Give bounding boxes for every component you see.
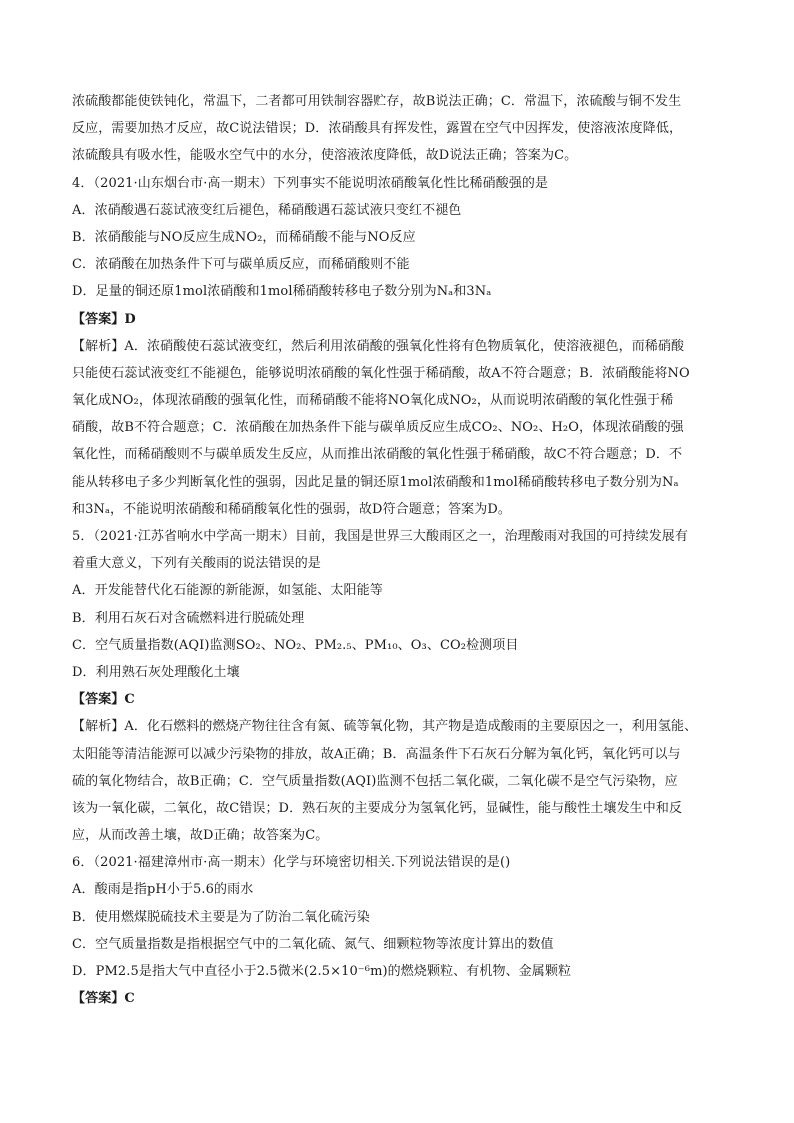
question-5-answer: 【答案】C xyxy=(72,692,135,708)
question-5-option-a: A．开发能替代化石能源的新能源，如氢能、太阳能等 xyxy=(72,583,383,599)
question-4-stem: 4．（2021·山东烟台市·高一期末）下列事实不能说明浓硝酸氧化性比稀硝酸强的是 xyxy=(72,175,549,191)
question-6-answer: 【答案】C xyxy=(72,991,135,1007)
question-5-stem: 5．（2021·江苏省响水中学高一期末）目前，我国是世界三大酸雨区之一，治理酸雨对我国的可持续发展有 xyxy=(72,529,688,544)
question-6-option-a: A．酸雨是指pH小于5.6的雨水 xyxy=(72,882,254,898)
answer-text-line: 反应，需要加热才反应，故C说法错误；D．浓硝酸具有挥发性，露置在空气中因挥发，使溶液浓度降低， xyxy=(72,121,683,137)
question-4-option-a: A．浓硝酸遇石蕊试液变红后褪色，稀硝酸遇石蕊试液只变红不褪色 xyxy=(72,202,462,218)
question-4-analysis-line: 硝酸，故B不符合题意；C．浓硝酸在加热条件下能与碳单质反应生成CO₂、NO₂、H₂O，体现浓硝酸的强 xyxy=(72,420,684,436)
answer-text-line: 浓硫酸都能使铁钝化，常温下，二者都可用铁制容器贮存，故B说法正确；C．常温下，浓硫酸与铜不发生 xyxy=(72,94,682,109)
question-5-analysis-line: 该为一氧化碳，二氧化，故C错误；D．熟石灰的主要成分为氢氧化钙，显碱性，能与酸性土壤发生中和反 xyxy=(72,800,683,816)
question-4-option-c: C．浓硝酸在加热条件下可与碳单质反应，而稀硝酸则不能 xyxy=(72,257,410,273)
question-4-analysis-line: 只能使石蕊试液变红不能褪色，能够说明浓硝酸的氧化性强于稀硝酸，故A不符合题意；B．浓硝酸能将NO xyxy=(72,365,690,381)
question-4-option-d: D．足量的铜还原1mol浓硝酸和1mol稀硝酸转移电子数分别为Nₐ和3Nₐ xyxy=(72,284,492,300)
question-6-option-d: D．PM2.5是指大气中直径小于2.5微米(2.5×10⁻⁶m)的燃烧颗粒、有机物、金属颗粒 xyxy=(72,964,572,979)
question-5-option-c: C．空气质量指数(AQI)监测SO₂、NO₂、PM₂.₅、PM₁₀、O₃、CO₂检测项目 xyxy=(72,637,519,653)
question-4-analysis-line: 氧化成NO₂，体现浓硝酸的强氧化性，而稀硝酸不能将NO氧化成NO₂，从而说明浓硝酸的氧化性强于稀 xyxy=(72,393,674,409)
question-4-analysis-line: 【解析】A．浓硝酸使石蕊试液变红，然后利用浓硝酸的强氧化性将有色物质氧化，使溶液褪色，而稀硝酸 xyxy=(72,338,685,354)
question-6-option-c: C．空气质量指数是指根据空气中的二氧化硫、氮气、细颗粒物等浓度计算出的数值 xyxy=(72,936,554,952)
document-body xyxy=(72,88,724,1012)
question-4-answer: 【答案】D xyxy=(72,311,136,327)
question-4-analysis-line: 能从转移电子多少判断氧化性的强弱，因此足量的铜还原1mol浓硝酸和1mol稀硝酸转移电子数分别为Nₐ xyxy=(72,474,679,490)
answer-text-line: 浓硫酸具有吸水性，能吸水空气中的水分，使溶液浓度降低，故D说法正确；答案为C。 xyxy=(72,148,578,164)
question-5-analysis-line: 【解析】A．化石燃料的燃烧产物往往含有氮、硫等氧化物，其产物是造成酸雨的主要原因之一，利用氢能、 xyxy=(72,719,698,735)
question-6-option-b: B．使用燃煤脱硫技术主要是为了防治二氧化硫污染 xyxy=(72,909,370,925)
question-5-analysis-line: 太阳能等清洁能源可以减少污染物的排放，故A正确；B．高温条件下石灰石分解为氧化钙，氧化钙可以与 xyxy=(72,746,681,762)
question-5-stem: 着重大意义，下列有关酸雨的说法错误的是 xyxy=(72,556,321,572)
question-5-option-d: D．利用熟石灰处理酸化土壤 xyxy=(72,664,240,680)
question-4-option-b: B．浓硝酸能与NO反应生成NO₂，而稀硝酸不能与NO反应 xyxy=(72,229,416,245)
question-6-stem: 6．（2021·福建漳州市·高一期末）化学与环境密切相关.下列说法错误的是() xyxy=(72,855,511,871)
question-4-analysis-line: 和3Nₐ，不能说明浓硝酸和稀硝酸氧化性的强弱，故D符合题意；答案为D。 xyxy=(72,501,512,517)
question-5-option-b: B．利用石灰石对含硫燃料进行脱硫处理 xyxy=(72,610,305,626)
question-5-analysis-line: 应，从而改善土壤，故D正确；故答案为C。 xyxy=(72,828,329,844)
question-4-analysis-line: 氧化性，而稀硝酸则不与碳单质发生反应，从而推出浓硝酸的氧化性强于稀硝酸，故C不符合题意；D．不 xyxy=(72,447,683,463)
question-5-analysis-line: 硫的氧化物结合，故B正确；C．空气质量指数(AQI)监测不包括二氧化碳，二氧化碳不是空气污染物，应 xyxy=(72,773,678,789)
